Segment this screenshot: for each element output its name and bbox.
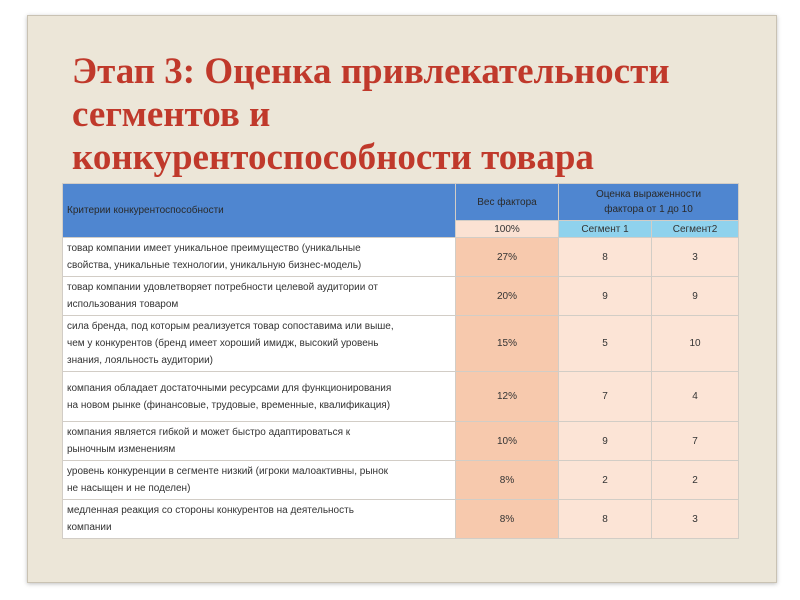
criterion-line: не насыщен и не поделен) (67, 483, 191, 494)
segment1-cell: 9 (559, 422, 652, 461)
criterion-line: товар компании имеет уникальное преимущество (уникальные (67, 243, 361, 254)
segment2-cell: 7 (652, 422, 739, 461)
criterion-line: товар компании удовлетворяет потребности целевой аудитории от (67, 282, 378, 293)
criterion-cell (63, 372, 456, 422)
criterion-line: уровень конкуренции в сегменте низкий (игроки малоактивны, рынок (67, 466, 389, 477)
table-row (63, 372, 739, 422)
criterion-line: на новом рынке (финансовые, трудовые, временные, квалификация) (67, 399, 391, 411)
criterion-line: медленная реакция со стороны конкурентов на деятельность (67, 505, 354, 516)
table-row (63, 500, 739, 539)
criterion-line: компания является гибкой и может быстро адаптироваться к (67, 427, 351, 438)
segment2-cell: 9 (652, 277, 739, 316)
header-criteria: Критерии конкурентоспособности (63, 184, 456, 238)
header-score-line: фактора от 1 до 10 (604, 204, 693, 215)
weight-cell: 10% (456, 422, 559, 461)
table-row (63, 461, 739, 500)
segment2-cell: 3 (652, 238, 739, 277)
weight-cell: 15% (456, 316, 559, 372)
weight-cell: 8% (456, 500, 559, 539)
criteria-table (62, 183, 739, 539)
segment1-cell: 5 (559, 316, 652, 372)
weight-cell: 27% (456, 238, 559, 277)
criterion-line: чем у конкурентов (бренд имеет хороший имидж, высокий уровень (67, 338, 379, 349)
criterion-line: рыночным изменениям (67, 444, 176, 455)
criterion-cell (63, 461, 456, 500)
segment2-cell: 10 (652, 316, 739, 372)
title-line: Этап 3: Оценка привлекательности (72, 51, 670, 92)
table-header-row (63, 184, 739, 221)
segment1-cell: 8 (559, 500, 652, 539)
segment1-cell: 7 (559, 372, 652, 422)
slide-title (72, 50, 762, 179)
table-row (63, 238, 739, 277)
segment1-header: Сегмент 1 (559, 221, 652, 238)
title-line: сегментов и (72, 94, 271, 135)
criterion-line: свойства, уникальные технологии, уникальную бизнес-модель) (67, 260, 362, 271)
segment1-cell: 2 (559, 461, 652, 500)
segment2-cell: 3 (652, 500, 739, 539)
segment2-cell: 2 (652, 461, 739, 500)
criterion-line: сила бренда, под которым реализуется товар сопоставима или выше, (67, 321, 394, 332)
criterion-line: компании (67, 522, 112, 533)
criterion-cell (63, 316, 456, 372)
criterion-line: компания обладает достаточными ресурсами для функционирования (67, 382, 392, 394)
title-line: конкурентоспособности товара (72, 137, 594, 178)
weight-total: 100% (456, 221, 559, 238)
criterion-cell (63, 277, 456, 316)
segment2-cell: 4 (652, 372, 739, 422)
segment1-cell: 8 (559, 238, 652, 277)
criterion-line: знания, лояльность аудитории) (67, 355, 214, 366)
table-row (63, 277, 739, 316)
table-row (63, 422, 739, 461)
table-row (63, 316, 739, 372)
weight-cell: 20% (456, 277, 559, 316)
segment2-header: Сегмент2 (652, 221, 739, 238)
criterion-cell (63, 238, 456, 277)
header-score (559, 184, 739, 221)
header-weight: Вес фактора (456, 184, 559, 221)
weight-cell: 12% (456, 372, 559, 422)
segment1-cell: 9 (559, 277, 652, 316)
weight-cell: 8% (456, 461, 559, 500)
header-score-line: Оценка выраженности (595, 189, 702, 200)
criterion-cell (63, 422, 456, 461)
criterion-line: использования товаром (67, 299, 179, 310)
criterion-cell (63, 500, 456, 539)
